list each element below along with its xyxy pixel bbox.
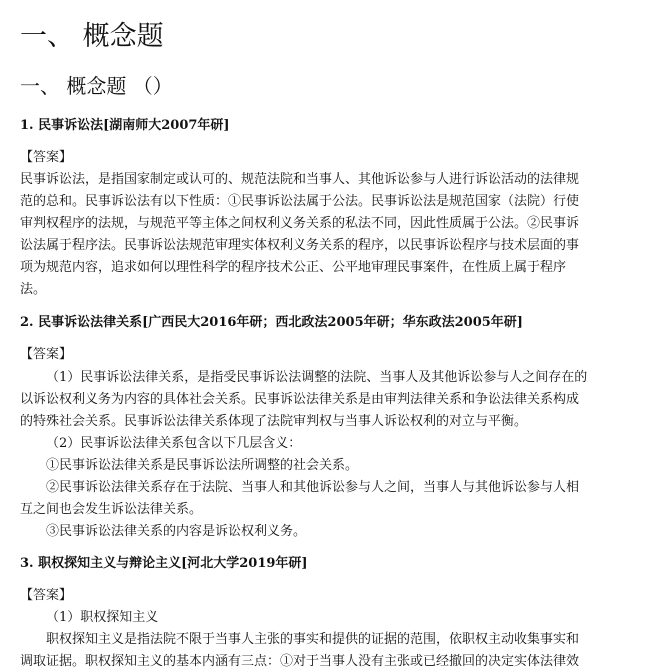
q3-answer-label: 【答案】 — [20, 588, 73, 603]
question-2-title: 2. 民事诉讼法律关系[广西民大2016年研；西北政法2005年研；华东政法2005年研] — [20, 315, 523, 330]
chapter-heading: 一、 概念题 — [20, 21, 164, 52]
q3-line-1: （1）职权探知主义 — [46, 610, 159, 625]
q2-line-1: （1）民事诉讼法律关系，是指受民事诉讼法调整的法院、当事人及其他诉讼参与人之间存在的 — [46, 370, 588, 385]
q1-line-1: 民事诉讼法，是指国家制定或认可的、规范法院和当事人、其他诉讼参与人进行诉讼活动的法律规 — [20, 172, 580, 187]
question-1-title: 1. 民事诉讼法[湖南师大2007年研] — [20, 118, 230, 133]
q1-line-2: 范的总和。民事诉讼法有以下性质：①民事诉讼法属于公法。民事诉讼法是规范国家（法院）行使 — [20, 194, 580, 209]
q2-line-6: ②民事诉讼法律关系存在于法院、当事人和其他诉讼参与人之间，当事人与其他诉讼参与人相 — [46, 480, 580, 495]
q1-line-4: 讼法属于程序法。民事诉讼法规范审理实体权利义务关系的程序，以民事诉讼程序与技术层面的事 — [20, 238, 580, 253]
q1-line-6: 法。 — [20, 282, 47, 297]
q1-line-5: 项为规范内容，追求如何以理性科学的程序技术公正、公平地审理民事案件，在性质上属于程序 — [20, 260, 567, 275]
q2-line-2: 以诉讼权利义务为内容的具体社会关系。民事诉讼法律关系是由审判法律关系和争讼法律关系构成 — [20, 392, 580, 407]
q1-line-3: 审判权程序的法规，与规范平等主体之间权利义务关系的私法不同，因此性质属于公法。②民事诉 — [20, 216, 580, 231]
q3-line-2: 职权探知主义是指法院不限于当事人主张的事实和提供的证据的范围，依职权主动收集事实和 — [46, 632, 580, 647]
q3-line-3: 调取证据。职权探知主义的基本内涵有三点：①对于当事人没有主张或已经撤回的决定实体法律效 — [20, 654, 580, 669]
q2-line-4: （2）民事诉讼法律关系包含以下几层含义： — [46, 436, 302, 451]
q2-line-5: ①民事诉讼法律关系是民事诉讼法所调整的社会关系。 — [46, 458, 359, 473]
question-3-title: 3. 职权探知主义与辩论主义[河北大学2019年研] — [20, 556, 308, 571]
q2-line-7: 互之间也会发生诉讼法律关系。 — [20, 502, 203, 517]
section-heading: 一、 概念题 （） — [20, 74, 173, 98]
q1-answer-label: 【答案】 — [20, 150, 73, 165]
q2-line-8: ③民事诉讼法律关系的内容是诉讼权利义务。 — [46, 524, 307, 539]
q2-line-3: 的特殊社会关系。民事诉讼法律关系体现了法院审判权与当事人诉讼权利的对立与平衡。 — [20, 414, 528, 429]
q2-answer-label: 【答案】 — [20, 347, 73, 362]
